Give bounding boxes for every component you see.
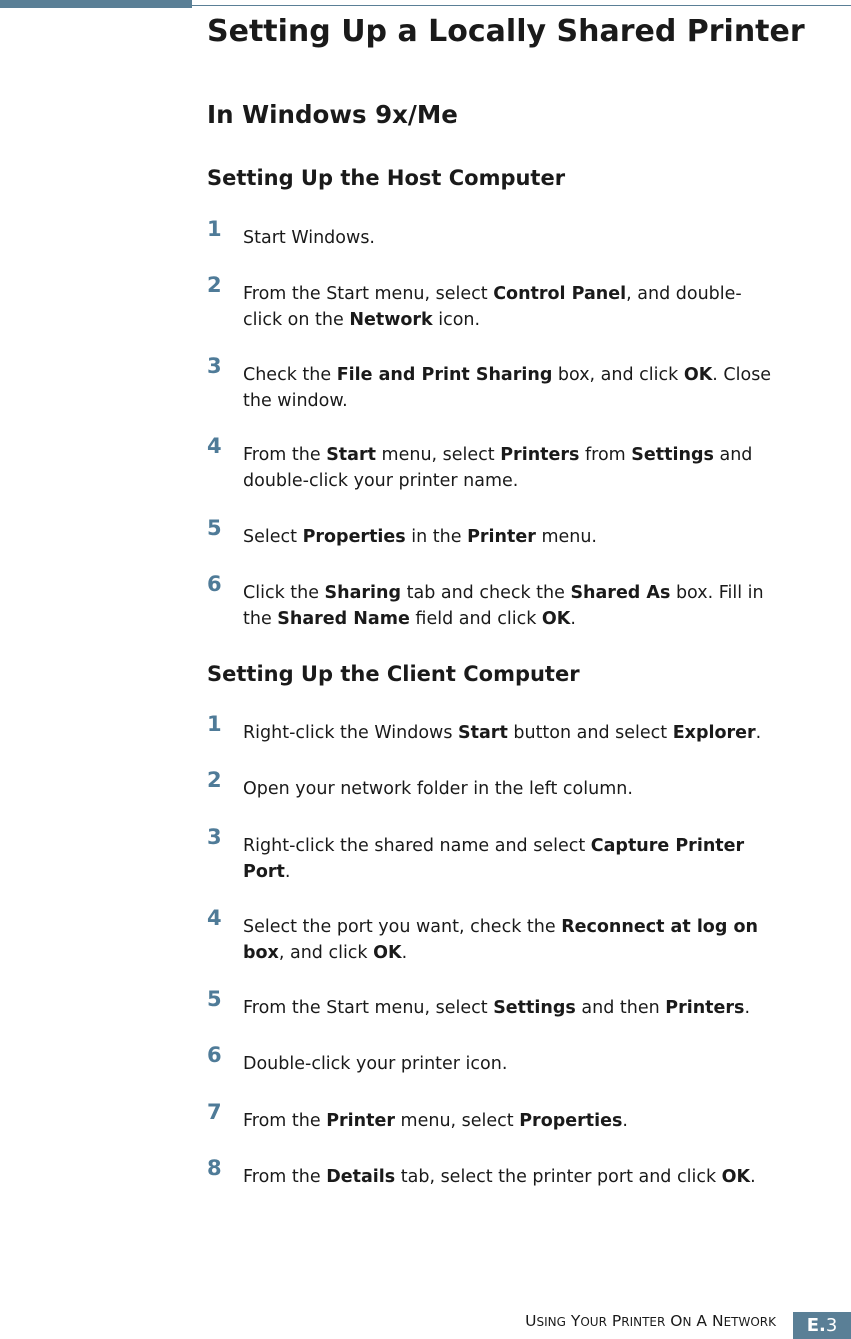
step-number: 2 [207, 768, 222, 792]
header-accent-bar [0, 0, 192, 8]
page-number-badge [793, 1312, 851, 1339]
page-title: Setting Up a Locally Shared Printer [207, 14, 805, 49]
step-text: Click the Sharing tab and check the Shared As box. Fill in the Shared Name field and click OK. [243, 583, 764, 629]
page-number: 3 [825, 1315, 838, 1336]
header-rule [192, 5, 851, 6]
step-text: From the Printer menu, select Properties. [243, 1111, 628, 1131]
step-text: Right-click the shared name and select Capture Printer Port. [243, 836, 745, 882]
running-footer: USING YOUR PRINTER ON A NETWORK [525, 1312, 776, 1330]
step-number: 4 [207, 906, 222, 930]
section-title: In Windows 9x/Me [207, 100, 458, 129]
step-text: Select the port you want, check the Reconnect at log on box, and click OK. [243, 917, 758, 963]
host-section-title: Setting Up the Host Computer [207, 166, 566, 190]
step-number: 2 [207, 273, 222, 297]
step-number: 6 [207, 1043, 222, 1067]
step-text: Open your network folder in the left column. [243, 779, 633, 799]
step-text: Start Windows. [243, 228, 375, 248]
step-text: Check the File and Print Sharing box, and click OK. Close the window. [243, 365, 772, 411]
client-section-title: Setting Up the Client Computer [207, 662, 580, 686]
step-number: 5 [207, 987, 222, 1011]
step-number: 5 [207, 516, 222, 540]
step-number: 1 [207, 712, 222, 736]
step-number: 8 [207, 1156, 222, 1180]
step-text: Right-click the Windows Start button and select Explorer. [243, 723, 762, 743]
step-number: 6 [207, 572, 222, 596]
step-text: From the Details tab, select the printer port and click OK. [243, 1167, 756, 1187]
step-text: From the Start menu, select Control Panel, and double- click on the Network icon. [243, 284, 742, 330]
step-text: Double-click your printer icon. [243, 1054, 508, 1074]
step-number: 4 [207, 434, 222, 458]
step-text: From the Start menu, select Printers from Settings and double-click your printer name. [243, 445, 753, 491]
step-number: 1 [207, 217, 222, 241]
page-letter: E. [806, 1315, 826, 1336]
step-number: 3 [207, 825, 222, 849]
step-text: Select Properties in the Printer menu. [243, 527, 597, 547]
step-number: 7 [207, 1100, 222, 1124]
step-text: From the Start menu, select Settings and then Printers. [243, 998, 751, 1018]
step-number: 3 [207, 354, 222, 378]
